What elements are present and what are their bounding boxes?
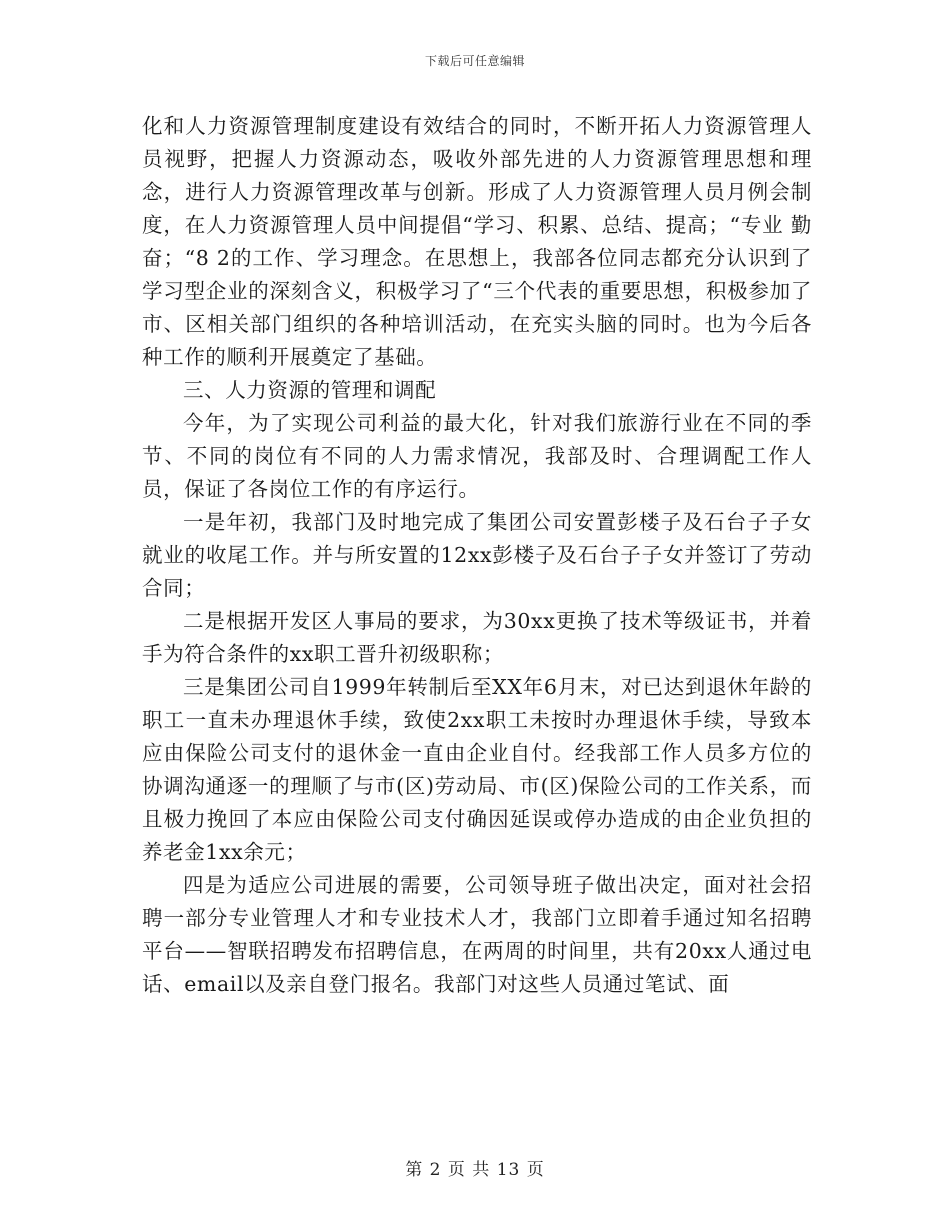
page-header-note: 下载后可任意编辑: [424, 54, 525, 68]
paragraph: 二是根据开发区人事局的要求，为30xx更换了技术等级证书，并着手为符合条件的xx职工晋升初级职称；: [142, 609, 812, 666]
paragraph: 一是年初，我部门及时地完成了集团公司安置彭楼子及石台子子女就业的收尾工作。并与所安置的12xx彭楼子及石台子子女并签订了劳动合同；: [142, 510, 812, 600]
paragraph: 三是集团公司自1999年转制后至XX年6月末，对已达到退休年龄的职工一直未办理退休手续，致使2xx职工未按时办理退休手续，导致本应由保险公司支付的退休金一直由企业自付。经我部工作人员多方位的协调沟通逐一的理顺了与市(区)劳动局、市(区)保险公司的工作关系，而且极力挽回了本应由保险公司支付确因延误或停办造成的由企业负担的养老金1xx余元；: [142, 675, 812, 864]
page-number: 第 2 页 共 13 页: [405, 1160, 545, 1180]
paragraph-continuation: 化和人力资源管理制度建设有效结合的同时，不断开拓人力资源管理人员视野，把握人力资源动态，吸收外部先进的人力资源管理思想和理念，进行人力资源管理改革与创新。形成了人力资源管理人员月例会制度，在人力资源管理人员中间提倡“学习、积累、总结、提高；“专业 勤奋；“8 2的工作、学习理念。在思想上，我部各位同志都充分认识到了学习型企业的深刻含义，积极学习了“三个代表的重要思想，积极参加了市、区相关部门组织的各种培训活动，在充实头脑的同时。也为今后各种工作的顺利开展奠定了基础。: [142, 114, 812, 369]
section-heading: 三、人力资源的管理和调配: [183, 378, 437, 402]
paragraph: 四是为适应公司进展的需要，公司领导班子做出决定，面对社会招聘一部分专业管理人才和专业技术人才，我部门立即着手通过知名招聘平台——智联招聘发布招聘信息，在两周的时间里，共有20xx人通过电话、email以及亲自登门报名。我部门对这些人员通过笔试、面: [142, 873, 812, 996]
body-text: [142, 110, 812, 1001]
paragraph: 今年，为了实现公司利益的最大化，针对我们旅游行业在不同的季节、不同的岗位有不同的人力需求情况，我部及时、合理调配工作人员，保证了各岗位工作的有序运行。: [142, 411, 812, 501]
